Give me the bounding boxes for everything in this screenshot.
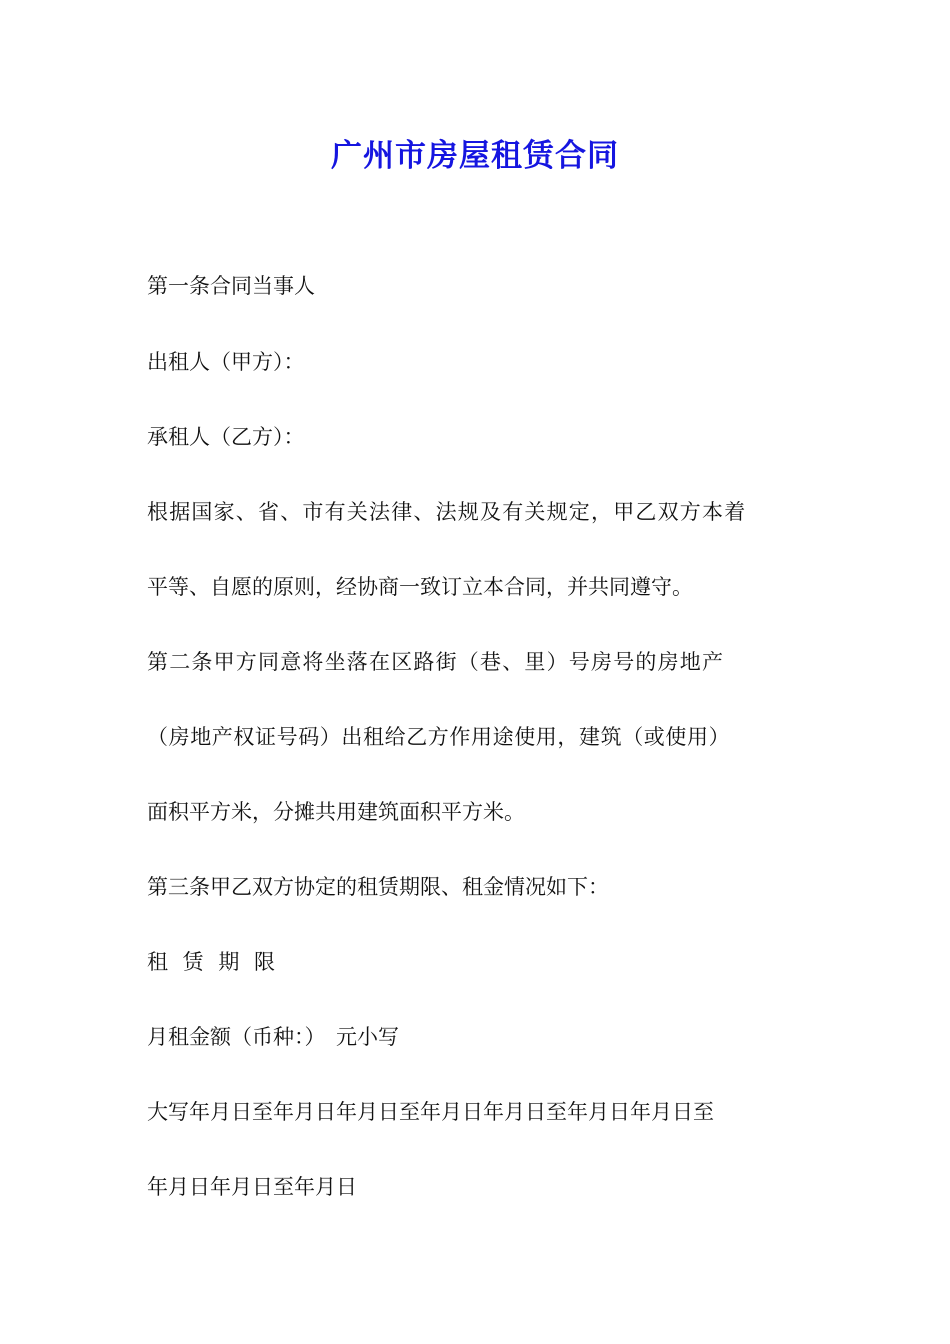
lessee-line: 承租人（乙方）： xyxy=(147,425,305,449)
rent-period-line-1: 大写年月日至年月日年月日至年月日年月日至年月日年月日至 xyxy=(147,1100,714,1124)
rent-period-line-2: 年月日年月日至年月日 xyxy=(147,1175,357,1199)
clause-1-heading: 第一条合同当事人 xyxy=(147,274,315,298)
monthly-rent-line: 月租金额（币种：） 元小写 xyxy=(147,1025,399,1049)
lessor-line: 出租人（甲方）： xyxy=(147,350,305,374)
clause-3-heading: 第三条甲乙双方协定的租赁期限、租金情况如下： xyxy=(147,875,609,899)
document-title: 广州市房屋租赁合同 xyxy=(331,138,619,174)
preamble-line-2: 平等、自愿的原则，经协商一致订立本合同，并共同遵守。 xyxy=(147,575,693,599)
clause-2-line-2: （房地产权证号码）出租给乙方作用途使用，建筑（或使用） xyxy=(147,725,731,749)
preamble-line-1: 根据国家、省、市有关法律、法规及有关规定，甲乙双方本着 xyxy=(147,500,747,524)
clause-2-line-1: 第二条甲方同意将坐落在区路街（巷、里）号房号的房地产 xyxy=(147,650,725,674)
lease-term-label: 租 赁 期 限 xyxy=(147,950,280,974)
clause-2-line-3: 面积平方米，分摊共用建筑面积平方米。 xyxy=(147,800,525,824)
